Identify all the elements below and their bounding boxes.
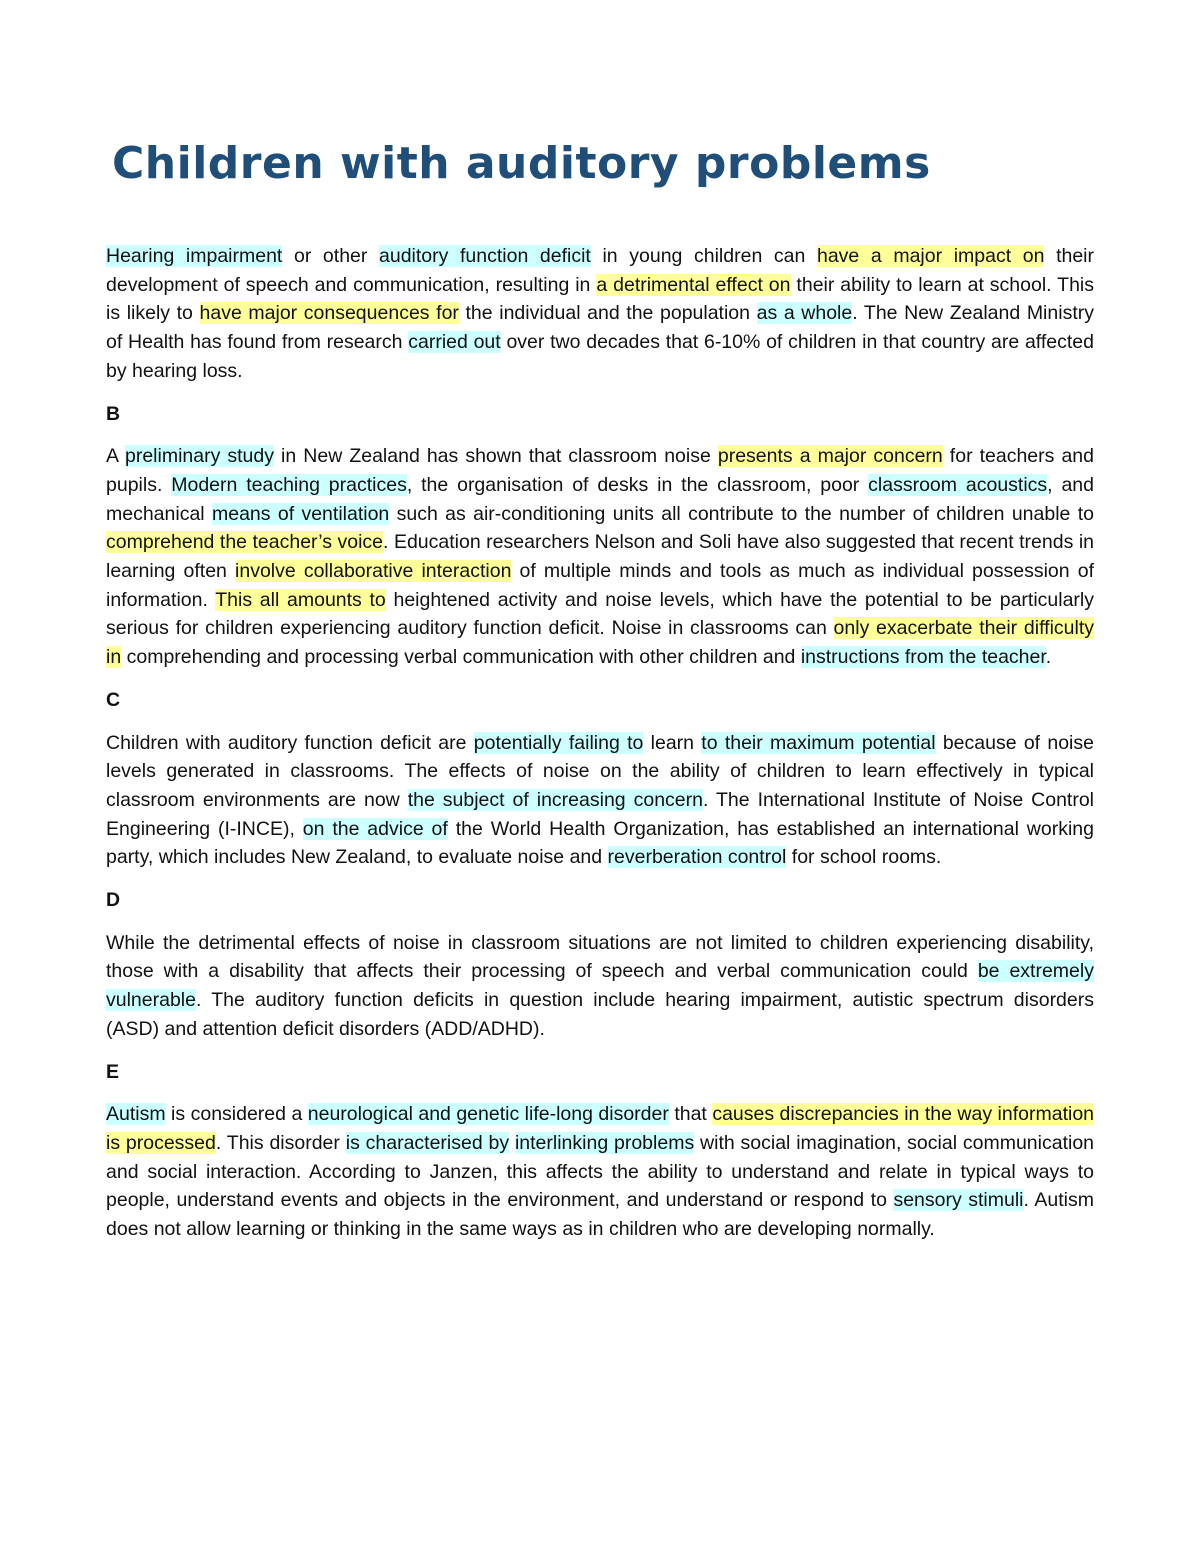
highlight-yellow: causes discrepancies in the way information is processed: [106, 1103, 1095, 1154]
section-label: C: [106, 688, 121, 711]
highlight-cyan: auditory function deficit: [379, 245, 591, 267]
text-segment: the individual and the population: [458, 302, 757, 325]
text-segment: in young children can: [590, 245, 817, 267]
highlight-cyan: preliminary study: [124, 445, 274, 468]
text-segment: . This disorder: [215, 1131, 346, 1154]
text-segment: in New Zealand has shown that classroom noise: [274, 445, 718, 468]
text-segment: While the detrimental effects of noise in classroom situations are not limited to children experiencing disability, those with a disability that affects their processing of speech and verbal communication could: [106, 931, 1094, 983]
highlight-cyan: means of ventilation: [211, 502, 390, 525]
highlight-yellow: a detrimental effect on: [596, 273, 791, 296]
highlight-cyan: to their maximum potential: [701, 731, 936, 754]
section-label: B: [106, 402, 121, 425]
text-segment: over two decades that 6-10% of children in that country are affected by hearing loss.: [106, 331, 1094, 382]
highlight-cyan: on the advice of: [302, 817, 448, 840]
text-segment: . The auditory function deficits in question include hearing impairment, autistic spectrum disorders (ASD) and attention deficit disorders (ADD/ADHD).: [106, 989, 1094, 1040]
text-segment: , the organisation of desks in the classroom, poor: [406, 473, 869, 496]
highlight-cyan: interlinking problems: [514, 1131, 695, 1154]
highlight-cyan: neurological and genetic life-long disorder: [307, 1103, 669, 1126]
highlight-cyan: instructions from the teacher: [800, 646, 1046, 669]
highlight-yellow: only exacerbate their difficulty in: [106, 617, 1094, 669]
highlight-cyan: carried out: [408, 331, 501, 354]
highlight-cyan: as a whole: [756, 302, 853, 325]
highlight-cyan: sensory stimuli: [893, 1189, 1024, 1212]
highlight-cyan: potentially failing to: [473, 731, 644, 754]
text-segment: , and mechanical: [106, 473, 1094, 525]
highlight-yellow: have a major impact on: [816, 245, 1045, 267]
highlight-cyan: the subject of increasing concern: [407, 788, 703, 811]
highlight-yellow: have major consequences for: [199, 302, 459, 325]
text-segment: that: [668, 1103, 713, 1126]
section-paragraph: [106, 442, 1094, 672]
section-label: D: [106, 889, 121, 912]
text-segment: or other: [282, 245, 379, 267]
highlight-cyan: classroom acoustics: [868, 473, 1048, 496]
highlight-cyan: reverberation control: [607, 846, 787, 869]
text-segment: their development of speech and communication, resulting in: [106, 245, 1095, 296]
highlight-yellow: involve collaborative interaction: [235, 560, 512, 583]
document-body: [106, 242, 1094, 1258]
text-segment: for school rooms.: [786, 846, 942, 869]
text-segment: A: [106, 445, 125, 468]
highlight-cyan: be extremely vulnerable: [106, 960, 1094, 1012]
text-segment: . The International Institute of Noise Control Engineering (I-INCE),: [106, 788, 1095, 840]
highlight-yellow: This all amounts to: [215, 588, 386, 611]
text-segment: comprehending and processing verbal communication with other children and: [121, 646, 801, 669]
text-segment: heightened activity and noise levels, which have the potential to be particularly serious for children experiencing auditory function deficit. Noise in classrooms can: [106, 588, 1095, 640]
document-title: Children with auditory problems: [112, 138, 931, 189]
highlight-cyan: is characterised by: [345, 1131, 510, 1154]
highlight-yellow: comprehend the teacher’s voice: [106, 531, 384, 554]
text-segment: learn: [643, 731, 702, 754]
text-segment: . The New Zealand Ministry of Health has found from research: [106, 302, 1094, 354]
text-segment: Children with auditory function deficit are: [106, 731, 474, 754]
text-segment: is considered a: [165, 1103, 308, 1126]
section-label: E: [106, 1060, 120, 1083]
text-segment: of multiple minds and tools as much as individual possession of information.: [106, 560, 1095, 611]
text-segment: their ability to learn at school. This is likely to: [106, 273, 1095, 325]
highlight-yellow: presents a major concern: [717, 445, 943, 468]
text-segment: with social imagination, social communication and social interaction. According to Janzen, this affects the ability to understand and relate in typical ways to people, understand events and objects in the environment, and understand or respond to: [106, 1131, 1095, 1212]
highlight-cyan: Autism: [106, 1103, 166, 1126]
text-segment: . Autism does not allow learning or thinking in the same ways as in children who are developing normally.: [106, 1189, 1095, 1241]
section-paragraph: [106, 729, 1094, 873]
text-segment: for teachers and pupils.: [106, 445, 1094, 496]
highlight-cyan: Hearing impairment: [106, 245, 283, 267]
text-segment: the World Health Organization, has established an international working party, which includes New Zealand, to evaluate noise and: [106, 817, 1094, 869]
text-segment: .: [1045, 646, 1052, 669]
text-segment: because of noise levels generated in classrooms. The effects of noise on the ability of children to learn effectively in typical classroom environments are now: [106, 731, 1094, 811]
text-segment: . Education researchers Nelson and Soli have also suggested that recent trends in learning often: [106, 531, 1095, 583]
text-segment: such as air-conditioning units all contribute to the number of children unable to: [389, 502, 1094, 525]
section-paragraph: [106, 242, 1094, 386]
highlight-cyan: Modern teaching practices: [171, 473, 407, 496]
section-paragraph: [106, 929, 1094, 1044]
section-paragraph: [106, 1100, 1094, 1244]
